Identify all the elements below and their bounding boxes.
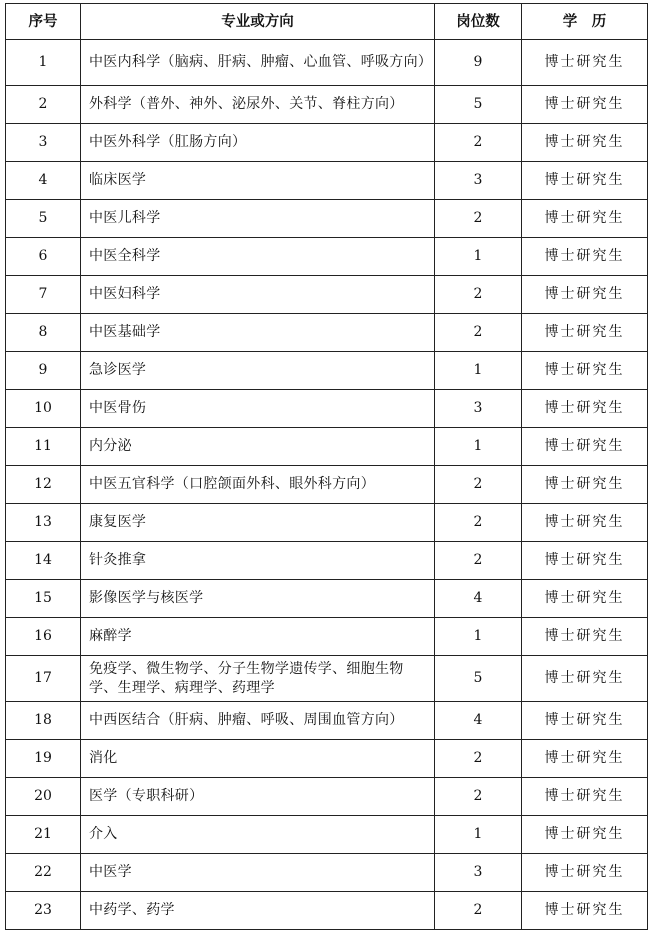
table-row	[6, 892, 648, 930]
row-major: 中医五官科学（口腔颌面外科、眼外科方向）	[81, 466, 435, 504]
row-number: 20	[6, 778, 81, 816]
row-major: 中医学	[81, 854, 435, 892]
header-row	[6, 4, 648, 40]
recruitment-table	[5, 3, 648, 930]
table-row	[6, 40, 648, 86]
row-positions: 2	[435, 124, 522, 162]
table-row	[6, 390, 648, 428]
row-degree: 博士研究生	[522, 124, 648, 162]
table-row	[6, 466, 648, 504]
row-positions: 1	[435, 428, 522, 466]
row-positions: 1	[435, 816, 522, 854]
row-degree: 博士研究生	[522, 816, 648, 854]
row-number: 2	[6, 86, 81, 124]
row-major: 中医妇科学	[81, 276, 435, 314]
row-degree: 博士研究生	[522, 656, 648, 702]
row-degree: 博士研究生	[522, 466, 648, 504]
row-number: 7	[6, 276, 81, 314]
row-number: 10	[6, 390, 81, 428]
row-positions: 2	[435, 778, 522, 816]
row-number: 4	[6, 162, 81, 200]
row-major: 中医全科学	[81, 238, 435, 276]
row-degree: 博士研究生	[522, 428, 648, 466]
row-degree: 博士研究生	[522, 542, 648, 580]
row-degree: 博士研究生	[522, 892, 648, 930]
row-degree: 博士研究生	[522, 504, 648, 542]
row-degree: 博士研究生	[522, 314, 648, 352]
row-number: 13	[6, 504, 81, 542]
row-major: 中药学、药学	[81, 892, 435, 930]
table-row	[6, 86, 648, 124]
row-number: 22	[6, 854, 81, 892]
row-positions: 2	[435, 892, 522, 930]
table-row	[6, 504, 648, 542]
row-number: 9	[6, 352, 81, 390]
row-number: 8	[6, 314, 81, 352]
table-row	[6, 816, 648, 854]
row-number: 12	[6, 466, 81, 504]
row-degree: 博士研究生	[522, 200, 648, 238]
row-positions: 2	[435, 276, 522, 314]
row-degree: 博士研究生	[522, 276, 648, 314]
row-positions: 4	[435, 580, 522, 618]
header-major: 专业或方向	[81, 4, 435, 40]
row-degree: 博士研究生	[522, 390, 648, 428]
row-positions: 9	[435, 40, 522, 86]
row-major: 麻醉学	[81, 618, 435, 656]
row-positions: 2	[435, 466, 522, 504]
row-number: 18	[6, 702, 81, 740]
row-number: 23	[6, 892, 81, 930]
row-number: 6	[6, 238, 81, 276]
table-row	[6, 162, 648, 200]
row-positions: 1	[435, 238, 522, 276]
header-no: 序号	[6, 4, 81, 40]
header-positions: 岗位数	[435, 4, 522, 40]
row-major: 介入	[81, 816, 435, 854]
row-major: 针灸推拿	[81, 542, 435, 580]
table-row	[6, 238, 648, 276]
row-positions: 1	[435, 352, 522, 390]
row-positions: 4	[435, 702, 522, 740]
table-row	[6, 428, 648, 466]
row-number: 1	[6, 40, 81, 86]
row-number: 5	[6, 200, 81, 238]
table-row	[6, 542, 648, 580]
table-row	[6, 740, 648, 778]
row-number: 17	[6, 656, 81, 702]
row-major: 康复医学	[81, 504, 435, 542]
table-row	[6, 618, 648, 656]
row-positions: 2	[435, 542, 522, 580]
row-degree: 博士研究生	[522, 580, 648, 618]
row-major: 急诊医学	[81, 352, 435, 390]
row-major: 内分泌	[81, 428, 435, 466]
row-degree: 博士研究生	[522, 40, 648, 86]
row-degree: 博士研究生	[522, 854, 648, 892]
row-major: 中医基础学	[81, 314, 435, 352]
row-degree: 博士研究生	[522, 702, 648, 740]
table-row	[6, 314, 648, 352]
table-row	[6, 276, 648, 314]
row-positions: 5	[435, 656, 522, 702]
table-row	[6, 656, 648, 702]
table-row	[6, 778, 648, 816]
row-major: 中医内科学（脑病、肝病、肿瘤、心血管、呼吸方向）	[81, 40, 435, 86]
row-major: 消化	[81, 740, 435, 778]
table-row	[6, 580, 648, 618]
row-major: 免疫学、微生物学、分子生物学遗传学、细胞生物学、生理学、病理学、药理学	[81, 656, 435, 702]
row-major: 临床医学	[81, 162, 435, 200]
row-major: 影像医学与核医学	[81, 580, 435, 618]
header-degree: 学 历	[522, 4, 648, 40]
row-number: 16	[6, 618, 81, 656]
row-degree: 博士研究生	[522, 352, 648, 390]
row-degree: 博士研究生	[522, 86, 648, 124]
row-positions: 3	[435, 390, 522, 428]
table-row	[6, 702, 648, 740]
table-row	[6, 352, 648, 390]
row-positions: 2	[435, 314, 522, 352]
row-positions: 3	[435, 162, 522, 200]
row-major: 医学（专职科研）	[81, 778, 435, 816]
row-major: 中西医结合（肝病、肿瘤、呼吸、周围血管方向）	[81, 702, 435, 740]
row-major: 中医儿科学	[81, 200, 435, 238]
row-major: 中医骨伤	[81, 390, 435, 428]
row-degree: 博士研究生	[522, 238, 648, 276]
row-number: 15	[6, 580, 81, 618]
row-positions: 1	[435, 618, 522, 656]
row-major: 中医外科学（肛肠方向）	[81, 124, 435, 162]
row-degree: 博士研究生	[522, 162, 648, 200]
table-row	[6, 854, 648, 892]
row-number: 3	[6, 124, 81, 162]
row-number: 21	[6, 816, 81, 854]
row-number: 14	[6, 542, 81, 580]
row-number: 19	[6, 740, 81, 778]
row-positions: 5	[435, 86, 522, 124]
row-major: 外科学（普外、神外、泌尿外、关节、脊柱方向）	[81, 86, 435, 124]
row-number: 11	[6, 428, 81, 466]
table-row	[6, 200, 648, 238]
row-positions: 2	[435, 200, 522, 238]
row-degree: 博士研究生	[522, 778, 648, 816]
table-row	[6, 124, 648, 162]
row-degree: 博士研究生	[522, 618, 648, 656]
row-positions: 2	[435, 504, 522, 542]
row-degree: 博士研究生	[522, 740, 648, 778]
row-positions: 2	[435, 740, 522, 778]
row-positions: 3	[435, 854, 522, 892]
